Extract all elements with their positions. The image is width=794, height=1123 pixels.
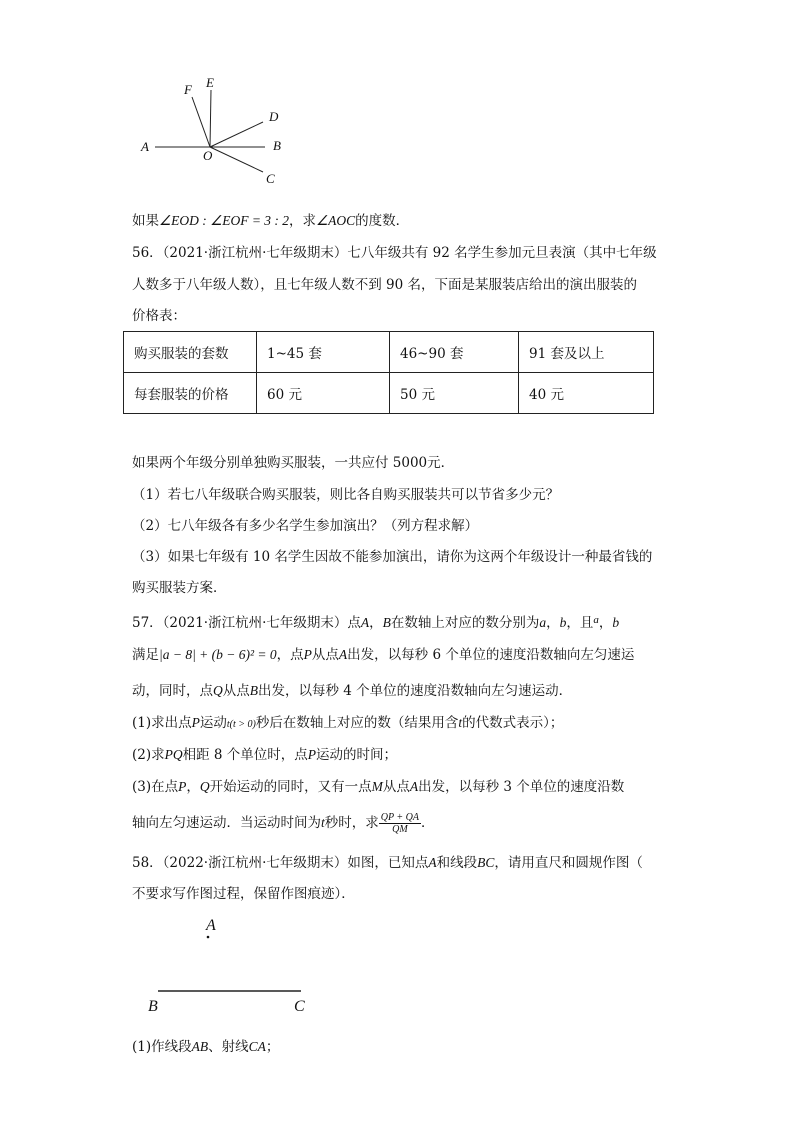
q56-sub1: （1）若七八年级联合购买服装，则比各自购买服装共可以节省多少元？ — [132, 487, 560, 503]
q55-condition: 如果∠EOD : ∠EOF = 3 : 2，求∠AOC的度数． — [132, 213, 410, 229]
table-cell: 40 元 — [519, 373, 654, 414]
point-segment-figure — [140, 910, 330, 1020]
table-cell: 购买服装的套数 — [124, 332, 257, 373]
label-e: E — [206, 75, 214, 90]
table-cell: 91 套及以上 — [519, 332, 654, 373]
q57-sub4: 轴向左匀速运动．当运动时间为t秒时，求 $\frac{QP + QA}{QM}$ ． — [132, 812, 435, 835]
label-b: B — [273, 138, 281, 153]
fig-label-b: B — [148, 998, 158, 1015]
ray-oe — [210, 90, 211, 147]
point-a — [207, 936, 210, 939]
q56-sub3-line1: （3）如果七年级有 10 名学生因故不能参加演出，请你为这两个年级设计一种最省钱的 — [132, 549, 653, 565]
q57-line1: 57．（2021·浙江杭州·七年级期末）点A，B在数轴上对应的数分别为a，b，且$^a$，b — [132, 614, 620, 631]
price-table — [123, 331, 654, 414]
q56-line1: 56．（2021·浙江杭州·七年级期末）七八年级共有 92 名学生参加元旦表演（其中七年级 — [132, 245, 657, 261]
fig-label-a: A — [206, 917, 216, 934]
label-a: A — [141, 139, 149, 154]
fig-label-c: C — [294, 998, 305, 1015]
q56-sub2: （2）七八年级各有多少名学生参加演出？（列方程求解） — [132, 518, 479, 534]
ray-od — [210, 122, 263, 147]
table-cell: 每套服装的价格 — [124, 373, 257, 414]
table-cell: 46~90 套 — [390, 332, 519, 373]
q56-line2: 人数多于八年级人数），且七年级人数不到 90 名，下面是某服装店给出的演出服装的 — [132, 277, 638, 293]
q57-line2: 满足|a − 8| + (b − 6)² = 0，点P从点A出发，以每秒 6 个单位的速度沿数轴向左匀速运 — [132, 647, 635, 663]
fraction: $\frac{QP + QA}{QM}$ — [380, 812, 419, 835]
q56-line3: 价格表： — [132, 308, 186, 324]
table-cell: 60 元 — [257, 373, 390, 414]
q56-sub3-line2: 购买服装方案． — [132, 580, 227, 596]
q57-sub1: (1)求出点P运动t(t > 0)秒后在数轴上对应的数（结果用含t的代数式表示）； — [132, 715, 564, 731]
ray-oc — [210, 147, 263, 172]
table-cell: 1~45 套 — [257, 332, 390, 373]
q57-line3: 动，同时，点Q从点B出发，以每秒 4 个单位的速度沿数轴向左匀速运动． — [132, 683, 573, 699]
label-c: C — [266, 171, 275, 186]
label-o: O — [203, 148, 213, 163]
angle-figure — [135, 72, 295, 192]
table-row — [124, 373, 654, 414]
table-cell: 50 元 — [390, 373, 519, 414]
q56-after-table: 如果两个年级分别单独购买服装，一共应付 5000元． — [132, 455, 455, 471]
q58-sub1: (1)作线段AB、射线CA； — [132, 1039, 280, 1055]
table-row — [124, 332, 654, 373]
q57-sub3: (3)在点P，Q开始运动的同时，又有一点M从点A出发，以每秒 3 个单位的速度沿数 — [132, 779, 625, 795]
ray-of — [192, 97, 210, 147]
q58-line1: 58．（2022·浙江杭州·七年级期末）如图，已知点A和线段BC，请用直尺和圆规作图（ — [132, 855, 643, 871]
q57-sub2: (2)求PQ相距 8 个单位时，点P运动的时间； — [132, 747, 398, 763]
label-d: D — [269, 109, 279, 124]
label-f: F — [184, 82, 192, 97]
q58-line2: 不要求写作图过程，保留作图痕迹）． — [132, 886, 355, 902]
